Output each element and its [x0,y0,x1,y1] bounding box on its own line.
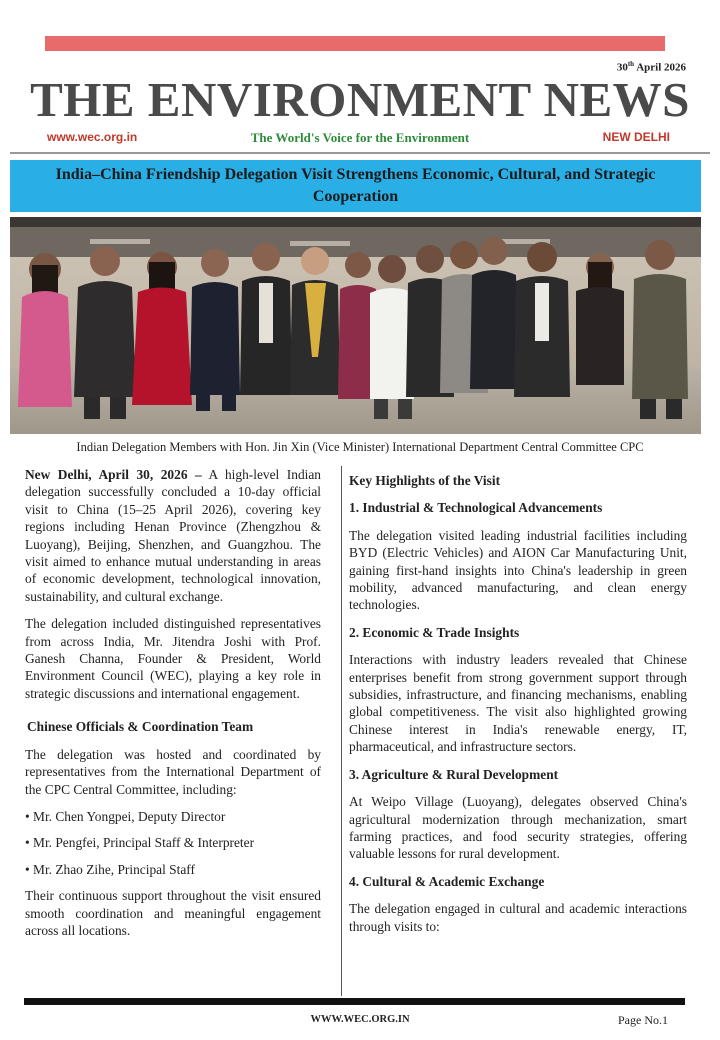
section-title: 2. Economic & Trade Insights [349,624,520,640]
section-title: 3. Agriculture & Rural Development [349,766,559,782]
right-column [349,472,687,945]
section-title: 1. Industrial & Technological Advancements [349,500,603,516]
section-title: 4. Cultural & Academic Exchange [349,873,545,889]
delegation-photo [10,217,701,434]
masthead-title: THE ENVIRONMENT NEWS [30,72,690,127]
photo-caption: Indian Delegation Members with Hon. Jin Xin (Vice Minister) International Department Central Committee CPC [76,440,644,454]
website-link[interactable]: www.wec.org.in [47,130,138,144]
column-divider [341,466,342,996]
delegation-paragraph: The delegation included distinguished representatives from across India, Mr. Jitendra Joshi with Prof. Ganesh Channa, Founder & President, World Environment Council (WEC), playing a key role in strategic discussions and international engagement. [25,616,321,701]
closing-paragraph: Their continuous support throughout the visit ensured smooth coordination and meaningful engagement across all locations. [25,888,321,938]
footer-bar [24,998,685,1005]
officials-intro: The delegation was hosted and coordinated by representatives from the International Department of the CPC Central Committee, including: [25,746,321,797]
section-body: At Weipo Village (Luoyang), delegates observed China's agricultural modernization through mechanization, smart farming practices, and food security strategies, offering valuable lessons for rural development. [349,794,687,862]
top-decorative-bar [45,36,665,51]
page-number: Page No.1 [618,1013,668,1027]
group-photo-illustration [10,217,701,434]
dateline-city: NEW DELHI [602,130,670,144]
lead-text: A high-level Indian delegation successfully concluded a 10-day official visit to China (15–25 April 2026), covering key regions including Henan Province (Zhengzhou & Luoyang), Beijing, Shenzhen, and Guangzhou. The visit aimed to enhance mutual understanding in areas of economic development, technological innovation, sustainability, and cultural exchange. [25,467,321,604]
section-body: The delegation engaged in cultural and academic interactions through visits to: [349,901,687,934]
headline-text: India–China Friendship Delegation Visit Strengthens Economic, Cultural, and Strategic Cooperation [55,166,656,205]
footer-website-link[interactable]: WWW.WEC.ORG.IN [310,1014,410,1025]
officials-heading: Chinese Officials & Coordination Team [27,719,254,735]
header-divider [10,152,710,154]
official-list-item: • Mr. Zhao Zihe, Principal Staff [25,861,195,877]
official-list-item: • Mr. Chen Yongpei, Deputy Director [25,808,226,824]
left-column [25,466,321,949]
section-body: Interactions with industry leaders revealed that Chinese enterprises benefit from strong government support through subsidies, infrastructure, and financing mechanisms, enabling global competitiveness. The visit also highlighted growing Chinese interest in India's renewable energy, IT, pharmaceutical, and infrastructure sectors. [349,652,687,755]
official-list-item: • Mr. Pengfei, Principal Staff & Interpreter [25,835,255,851]
lead-dateline: New Delhi, April 30, 2026 – [25,467,202,482]
lead-paragraph [25,466,321,605]
tagline: The World's Voice for the Environment [250,130,470,145]
headline-banner [10,160,701,212]
highlights-heading: Key Highlights of the Visit [349,473,501,488]
issue-date: 30th April 2026 [616,60,686,74]
section-body: The delegation visited leading industrial facilities including BYD (Electric Vehicles) and AION Car Manufacturing Unit, gaining first-hand insights into China's leadership in green mobility, advanced manufacturing, and clean energy technologies. [349,527,687,613]
